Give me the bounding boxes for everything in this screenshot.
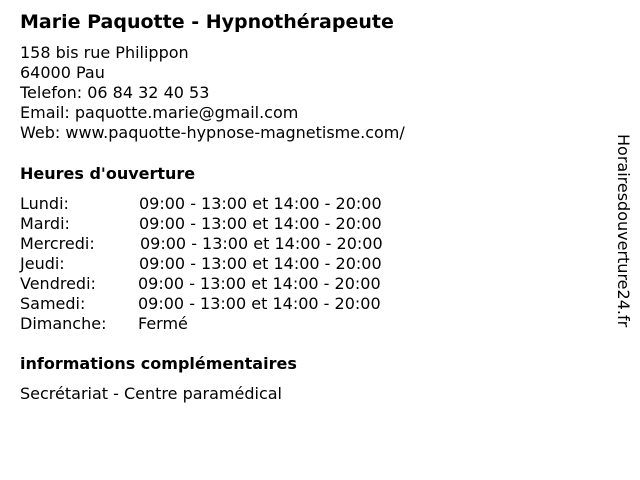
contact-block <box>20 43 405 143</box>
additional-info-heading: informations complémentaires <box>20 354 297 373</box>
time-value: 09:00 - 13:00 et 14:00 - 20:00 <box>138 274 381 293</box>
phone-number: Telefon: 06 84 32 40 53 <box>20 83 210 102</box>
site-watermark: Horairesdouverture24.fr <box>614 134 633 328</box>
time-value: 09:00 - 13:00 et 14:00 - 20:00 <box>139 214 382 233</box>
address-street: 158 bis rue Philippon <box>20 43 189 62</box>
email-address: Email: paquotte.marie@gmail.com <box>20 103 299 122</box>
day-label: Mercredi: <box>20 234 95 253</box>
day-label: Vendredi: <box>20 274 96 293</box>
time-value: Fermé <box>138 314 188 333</box>
time-value: 09:00 - 13:00 et 14:00 - 20:00 <box>139 194 382 213</box>
website-address: Web: www.paquotte-hypnose-magnetisme.com/ <box>20 123 405 142</box>
day-label: Lundi: <box>20 194 69 213</box>
additional-info-text: Secrétariat - Centre paramédical <box>20 384 282 403</box>
page-title: Marie Paquotte - Hypnothérapeute <box>20 11 394 33</box>
day-label: Jeudi: <box>20 254 65 273</box>
time-value: 09:00 - 13:00 et 14:00 - 20:00 <box>140 234 383 253</box>
time-value: 09:00 - 13:00 et 14:00 - 20:00 <box>138 294 381 313</box>
opening-hours-heading: Heures d'ouverture <box>20 164 196 183</box>
address-city: 64000 Pau <box>20 63 105 82</box>
day-label: Mardi: <box>20 214 70 233</box>
day-label: Dimanche: <box>20 314 107 333</box>
time-value: 09:00 - 13:00 et 14:00 - 20:00 <box>139 254 382 273</box>
day-label: Samedi: <box>20 294 86 313</box>
